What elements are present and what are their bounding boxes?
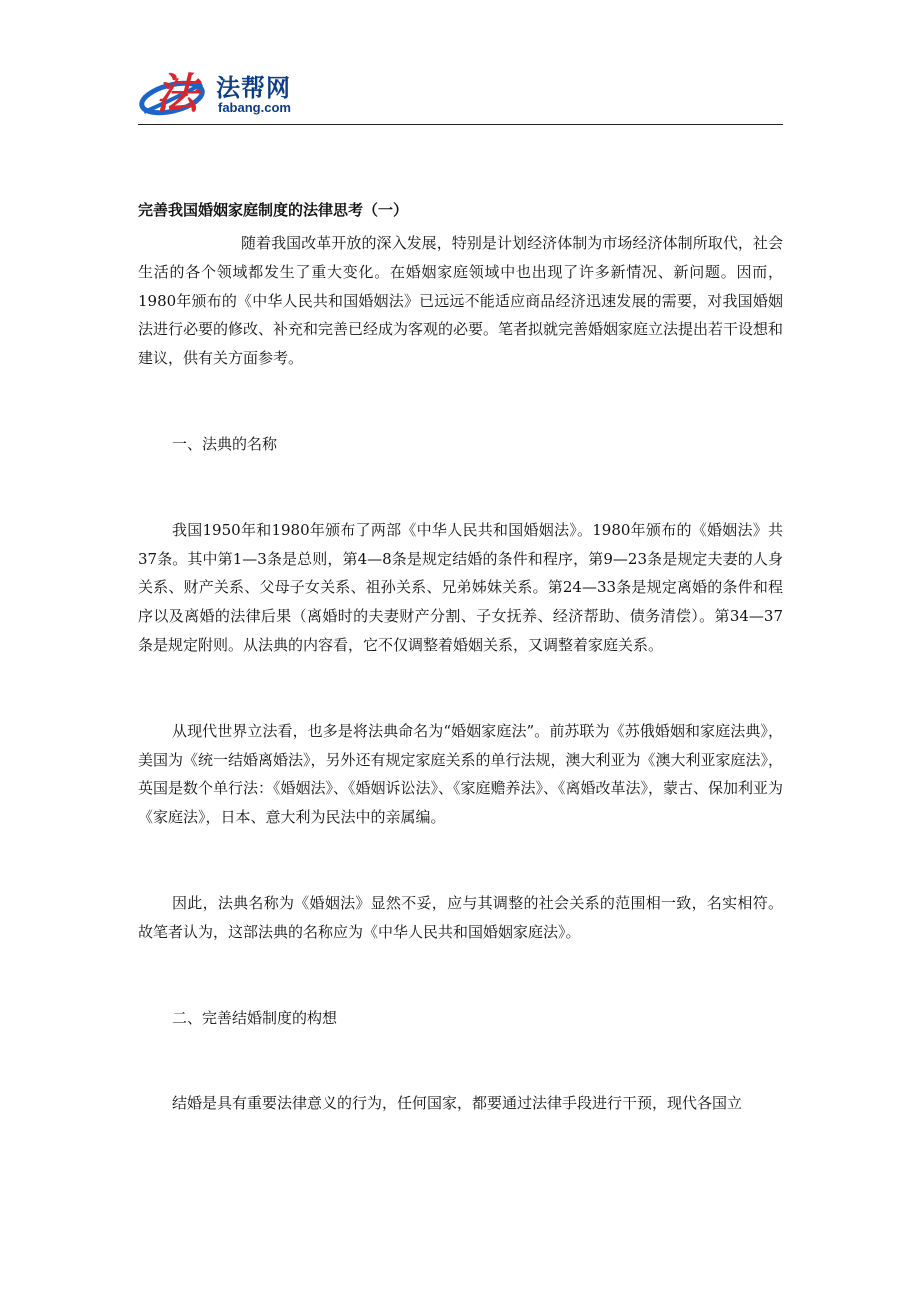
section1-paragraph-3: 因此，法典名称为《婚姻法》显然不妥，应与其调整的社会关系的范围相一致，名实相符。故笔者认为，这部法典的名称应为《中华人民共和国婚姻家庭法》。 bbox=[138, 893, 783, 941]
header-divider bbox=[138, 124, 783, 125]
section-heading-1: 一、法典的名称 bbox=[172, 434, 278, 453]
site-name: 法帮网 bbox=[216, 74, 291, 102]
site-url: fabang.com bbox=[218, 100, 291, 115]
logo-glyph: 法 bbox=[156, 69, 199, 118]
site-logo[interactable] bbox=[138, 62, 308, 124]
article-body bbox=[138, 229, 783, 1118]
article-title: 完善我国婚姻家庭制度的法律思考（一） bbox=[138, 201, 409, 219]
section1-paragraph-1: 我国1950年和1980年颁布了两部《中华人民共和国婚姻法》。1980年颁布的《婚姻法》共37条。其中第1—3条是总则，第4—8条是规定结婚的条件和程序，第9—23条是规定夫妻的人身关系、财产关系、父母子女关系、祖孙关系、兄弟姊妹关系。第24—33条是规定离婚的条件和程序以及离婚的法律后果（离婚时的夫妻财产分割、子女抚养、经济帮助、债务清偿）。第34—37条是规定附则。从法典的内容看，它不仅调整着婚姻关系，又调整着家庭关系。 bbox=[138, 520, 783, 654]
intro-paragraph: 随着我国改革开放的深入发展，特别是计划经济体制为市场经济体制所取代，社会生活的各个领域都发生了重大变化。在婚姻家庭领域中也出现了许多新情况、新问题。因而，1980年颁布的《中华人民共和国婚姻法》已远远不能适应商品经济迅速发展的需要，对我国婚姻法进行必要的修改、补充和完善已经成为客观的必要。笔者拟就完善婚姻家庭立法提出若干设想和建议，供有关方面参考。 bbox=[138, 234, 784, 368]
section1-paragraph-2: 从现代世界立法看，也多是将法典命名为“婚姻家庭法”。前苏联为《苏俄婚姻和家庭法典》，美国为《统一结婚离婚法》，另外还有规定家庭关系的单行法规，澳大利亚为《澳大利亚家庭法》，英国是数个单行法：《婚姻法》、《婚姻诉讼法》、《家庭赡养法》、《离婚改革法》，蒙古、保加利亚为《家庭法》，日本、意大利为民法中的亲属编。 bbox=[138, 721, 784, 827]
section-heading-2: 二、完善结婚制度的构想 bbox=[172, 1008, 338, 1027]
logo-emblem-icon bbox=[138, 62, 208, 124]
section2-paragraph-1: 结婚是具有重要法律意义的行为，任何国家，都要通过法律手段进行干预，现代各国立 bbox=[172, 1094, 743, 1113]
